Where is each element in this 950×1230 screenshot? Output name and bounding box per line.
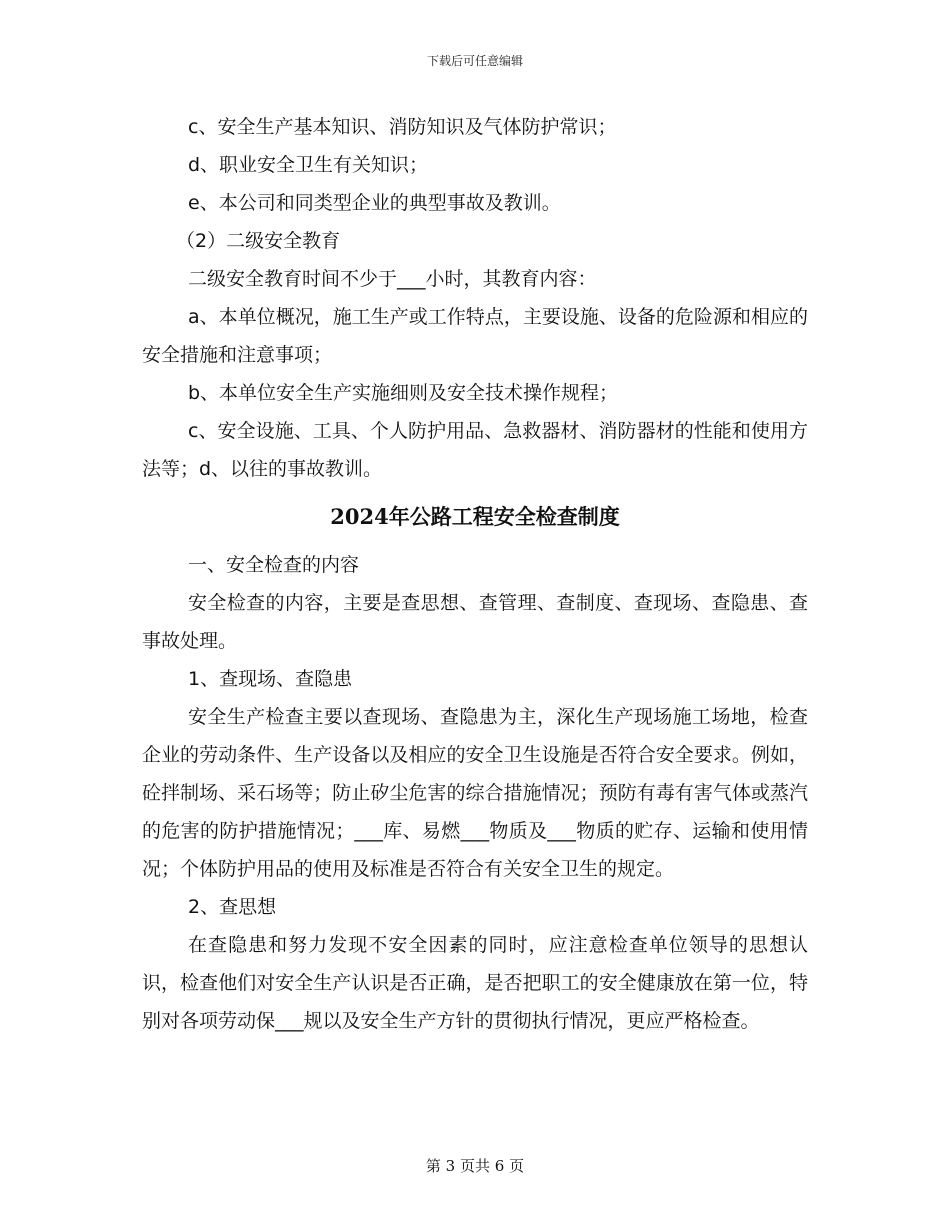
subsection-heading: 1、查现场、查隐患 [188, 668, 353, 690]
paragraph: d、职业安全卫生有关知识； [188, 154, 429, 176]
paragraph: c、安全设施、工具、个人防护用品、急救器材、消防器材的性能和使用方法等；d、以往的事故教训。 [142, 420, 808, 480]
paragraph: e、本公司和同类型企业的典型事故及教训。 [188, 192, 561, 214]
page-footer: 第 3 页共 6 页 [425, 1157, 525, 1175]
section-heading: 一、安全检查的内容 [188, 554, 360, 576]
paragraph: c、安全生产基本知识、消防知识及气体防护常识； [188, 116, 617, 138]
page-header: 下载后可任意编辑 [426, 54, 523, 68]
paragraph: 安全检查的内容，主要是查思想、查管理、查制度、查现场、查隐患、查事故处理。 [142, 592, 808, 652]
paragraph: 二级安全教育时间不少于___小时，其教育内容： [188, 268, 597, 290]
document-title: 2024年公路工程安全检查制度 [330, 504, 620, 529]
section-heading: （2）二级安全教育 [176, 230, 341, 252]
subsection-heading: 2、查思想 [188, 896, 277, 918]
paragraph: 在查隐患和努力发现不安全因素的同时，应注意检查单位领导的思想认识，检查他们对安全生产认识是否正确，是否把职工的安全健康放在第一位，特别对各项劳动保___规以及安全生产方针的贯彻执行情况，更应严格检查。 [142, 934, 808, 1032]
paragraph: a、本单位概况，施工生产或工作特点，主要设施、设备的危险源和相应的安全措施和注意事项； [142, 306, 808, 366]
document-body [142, 108, 808, 1040]
paragraph: 安全生产检查主要以查现场、查隐患为主，深化生产现场施工场地，检查企业的劳动条件、生产设备以及相应的安全卫生设施是否符合安全要求。例如，砼拌制场、采石场等；防止矽尘危害的综合措施情况；预防有毒有害气体或蒸汽的危害的防护措施情况；___库、易燃___物质及___物质的贮存、运输和使用情况；个体防护用品的使用及标准是否符合有关安全卫生的规定。 [142, 706, 808, 880]
paragraph: b、本单位安全生产实施细则及安全技术操作规程； [188, 382, 619, 404]
